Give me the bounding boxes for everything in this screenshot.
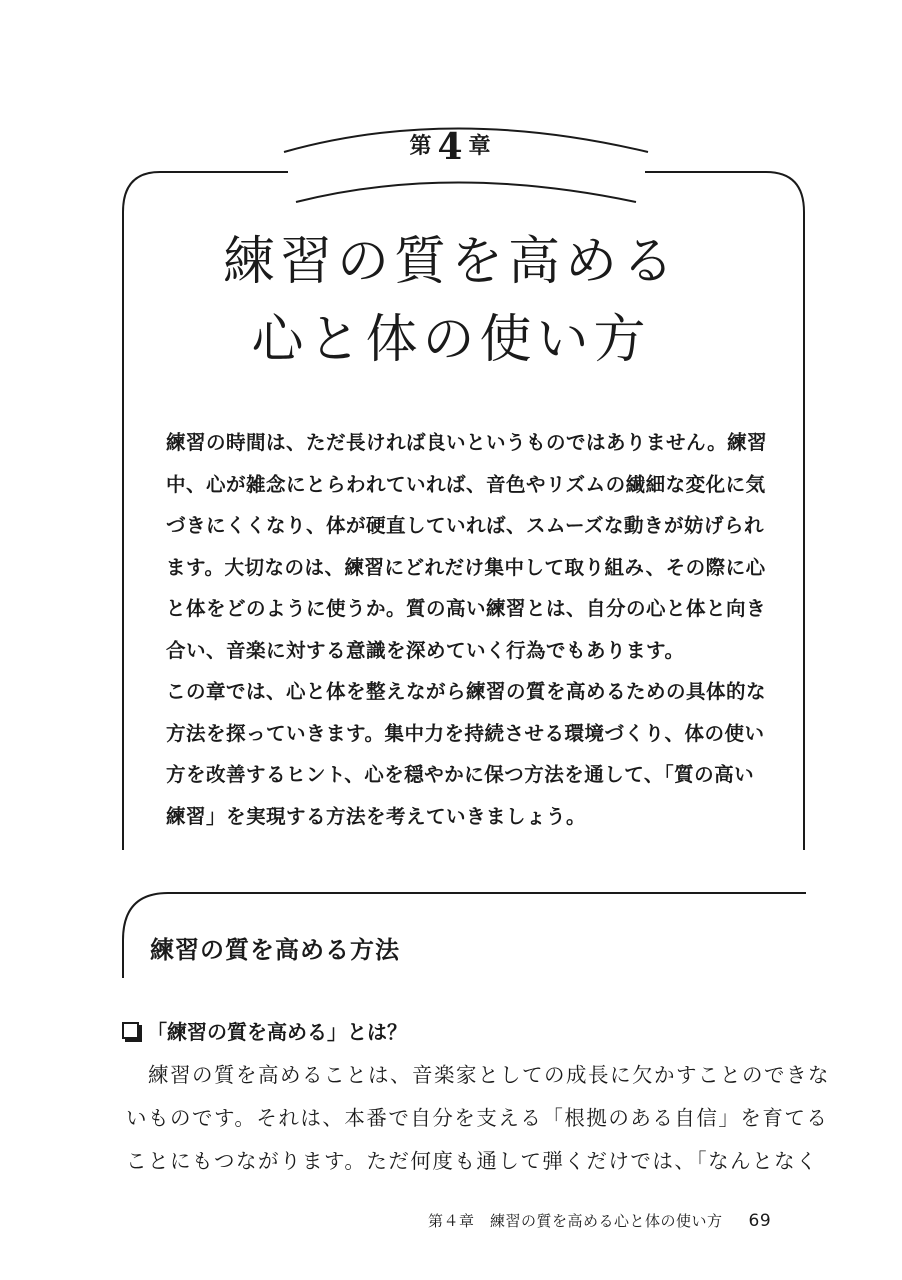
intro-line: ます。大切なのは、練習にどれだけ集中して取り組み、その際に心 — [166, 555, 766, 579]
chapter-title-line-2: 心と体の使い方 — [251, 310, 651, 370]
body-line: ことにもつながります。ただ何度も通して弾くだけでは、「なんとなく — [126, 1149, 819, 1173]
running-head: 第４章 練習の質を高める心と体の使い方 — [428, 1212, 723, 1230]
chapter-intro — [166, 422, 782, 837]
body-line: 練習の質を高めることは、音楽家としての成長に欠かすことのできな — [126, 1063, 830, 1087]
subsection-heading — [122, 1016, 407, 1045]
intro-line: 練習の時間は、ただ長ければ良いというものではありません。練習 — [166, 431, 768, 454]
page-number: 69 — [748, 1211, 772, 1231]
chapter-label — [0, 126, 902, 168]
intro-line: 中、心が雑念にとらわれていれば、音色やリズムの繊細な変化に気 — [166, 472, 766, 496]
intro-line: 合い、音楽に対する意識を深めていく行為でもあります。 — [166, 638, 685, 662]
section-heading: 練習の質を高める方法 — [150, 936, 400, 964]
intro-line: 方法を探っていきます。集中力を持続させる環境づくり、体の使い — [166, 721, 765, 745]
chapter-arc-lower — [296, 183, 636, 203]
checkbox-icon — [122, 1022, 139, 1039]
chapter-number: 4 — [437, 126, 465, 168]
intro-line: 練習」を実現する方法を考えていきましょう。 — [166, 804, 587, 828]
chapter-prefix: 第 — [409, 134, 434, 159]
chapter-title-line-1: 練習の質を高める — [222, 232, 679, 292]
intro-line: この章では、心と体を整えながら練習の質を高めるための具体的な — [166, 680, 767, 703]
body-text — [126, 1054, 830, 1183]
page-footer — [428, 1210, 771, 1231]
intro-line: づきにくくなり、体が硬直していれば、スムーズな動きが妨げられ — [166, 514, 765, 537]
intro-line: 方を改善するヒント、心を穏やかに保つ方法を通して、「質の高い — [166, 763, 755, 786]
intro-line: と体をどのように使うか。質の高い練習とは、自分の心と体と向き — [166, 597, 767, 620]
body-line: いものです。それは、本番で自分を支える「根拠のある自信」を育てる — [126, 1106, 829, 1130]
chapter-suffix: 章 — [468, 134, 493, 159]
subsection-heading-text: 「練習の質を高める」とは？ — [147, 1020, 407, 1044]
